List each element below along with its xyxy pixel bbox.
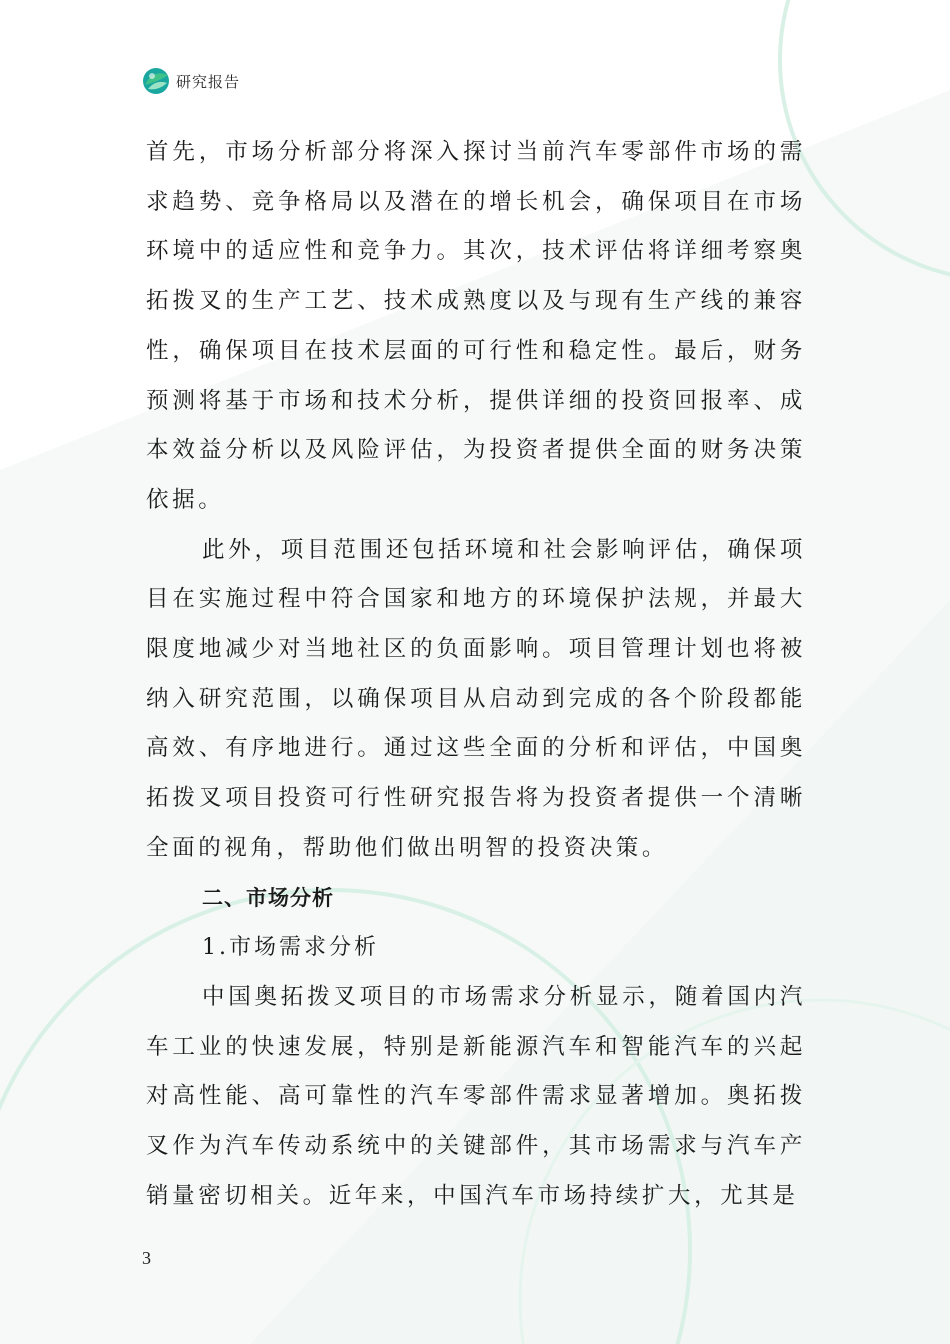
green-leaf-globe-icon: [142, 67, 170, 95]
body-paragraph-1: 首先，市场分析部分将深入探讨当前汽车零部件市场的需求趋势、竞争格局以及潜在的增长机会，确保项目在市场环境中的适应性和竞争力。其次，技术评估将详细考察奥拓拨叉的生产工艺、技术成熟度以及与现有生产线的兼容性，确保项目在技术层面的可行性和稳定性。最后，财务预测将基于市场和技术分析，提供详细的投资回报率、成本效益分析以及风险评估，为投资者提供全面的财务决策依据。: [146, 139, 806, 513]
document-body: [146, 128, 806, 1221]
section-heading: 二、市场分析: [202, 885, 334, 910]
header-title: 研究报告: [176, 72, 241, 91]
page-number: 3: [142, 1248, 151, 1268]
subsection-heading: 1.市场需求分析: [202, 935, 379, 961]
report-header: [142, 66, 240, 96]
body-paragraph-2: 此外，项目范围还包括环境和社会影响评估，确保项目在实施过程中符合国家和地方的环境保护法规，并最大限度地减少对当地社区的负面影响。项目管理计划也将被纳入研究范围，以确保项目从启动到完成的各个阶段都能高效、有序地进行。通过这些全面的分析和评估，中国奥拓拨叉项目投资可行性研究报告将为投资者提供一个清晰全面的视角，帮助他们做出明智的投资决策。: [146, 536, 806, 861]
body-paragraph-3: 中国奥拓拨叉项目的市场需求分析显示，随着国内汽车工业的快速发展，特别是新能源汽车和智能汽车的兴起对高性能、高可靠性的汽车零部件需求显著增加。奥拓拨叉作为汽车传动系统中的关键部件，其市场需求与汽车产销量密切相关。近年来，中国汽车市场持续扩大，尤其是: [146, 983, 806, 1209]
